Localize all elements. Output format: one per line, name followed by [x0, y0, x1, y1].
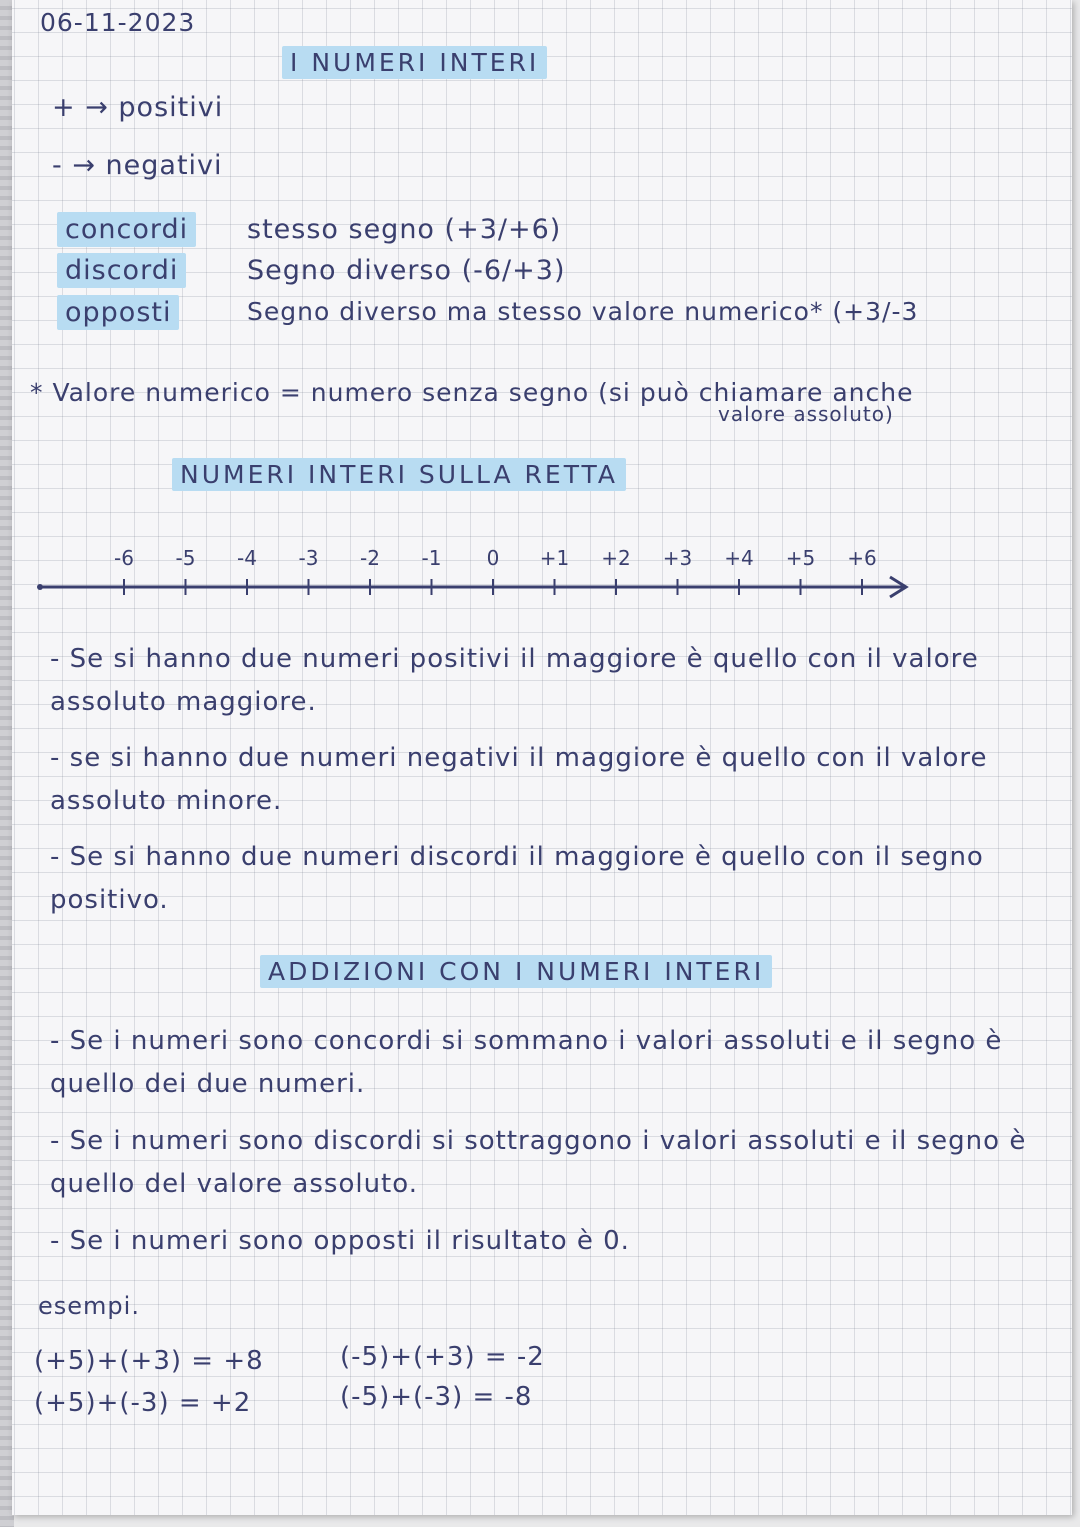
definition-term-text: opposti [57, 295, 179, 330]
addition-rule-1: - Se i numeri sono concordi si sommano i valori assoluti e il segno è quello dei due numeri. [50, 1026, 1003, 1099]
number-line-label: +3 [662, 546, 693, 570]
number-line-label: -4 [237, 546, 257, 570]
page-title-text: I NUMERI INTERI [282, 46, 547, 79]
definition-text-discordi: Segno diverso (-6/+3) [247, 255, 566, 286]
number-line [24, 535, 924, 605]
number-line-label: -5 [175, 546, 196, 570]
section-number-line-text: NUMERI INTERI SULLA RETTA [172, 458, 626, 491]
example-left-1: (+5)+(+3) = +8 [34, 1346, 264, 1376]
page-title [282, 48, 547, 77]
number-line-label: -6 [114, 546, 134, 570]
number-line-label: +5 [785, 546, 816, 570]
section-number-line [172, 460, 626, 489]
comparison-rule-3: - Se si hanno due numeri discordi il maggiore è quello con il segno positivo. [50, 842, 984, 915]
addition-rule-3: - Se i numeri sono opposti il risultato è 0. [50, 1226, 630, 1256]
positive-sign-note: + → positivi [52, 92, 224, 123]
notebook-page [12, 0, 1072, 1515]
definition-term-opposti [57, 297, 179, 328]
comparison-rule-1: - Se si hanno due numeri positivi il maggiore è quello con il valore assoluto maggiore. [50, 644, 979, 717]
example-right-2: (-5)+(-3) = -8 [340, 1382, 533, 1412]
page-date: 06-11-2023 [40, 8, 196, 37]
addition-rule-2: - Se i numeri sono discordi si sottraggono i valori assoluti e il segno è quello del valore assoluto. [50, 1126, 1027, 1199]
negative-sign-note: - → negativi [52, 150, 223, 181]
example-right-1: (-5)+(+3) = -2 [340, 1342, 545, 1372]
definition-term-text: discordi [57, 253, 186, 288]
number-line-label: -2 [360, 546, 380, 570]
number-line-label: +2 [601, 546, 631, 570]
definition-term-text: concordi [57, 212, 196, 247]
number-line-label: -3 [298, 546, 319, 570]
example-left-2: (+5)+(-3) = +2 [34, 1388, 252, 1418]
number-line-label: +1 [539, 546, 570, 570]
examples-label: esempi. [38, 1292, 140, 1320]
section-additions-text: ADDIZIONI CON I NUMERI INTERI [260, 955, 772, 988]
number-line-label: 0 [486, 546, 500, 570]
number-line-label: +6 [847, 546, 877, 570]
footnote-continuation: valore assoluto) [718, 402, 894, 426]
definition-term-concordi [57, 214, 196, 245]
comparison-rule-2: - se si hanno due numeri negativi il maggiore è quello con il valore assoluto minore. [50, 743, 988, 816]
number-line-label: -1 [421, 546, 442, 570]
definition-text-opposti: Segno diverso ma stesso valore numerico* (+3/-3 [247, 297, 919, 326]
definition-text-concordi: stesso segno (+3/+6) [247, 214, 562, 245]
definition-term-discordi [57, 255, 186, 286]
section-additions [260, 957, 772, 986]
footnote-main: * Valore numerico = numero senza segno (si può chiamare anche [30, 378, 914, 407]
number-line-label: +4 [724, 546, 754, 570]
